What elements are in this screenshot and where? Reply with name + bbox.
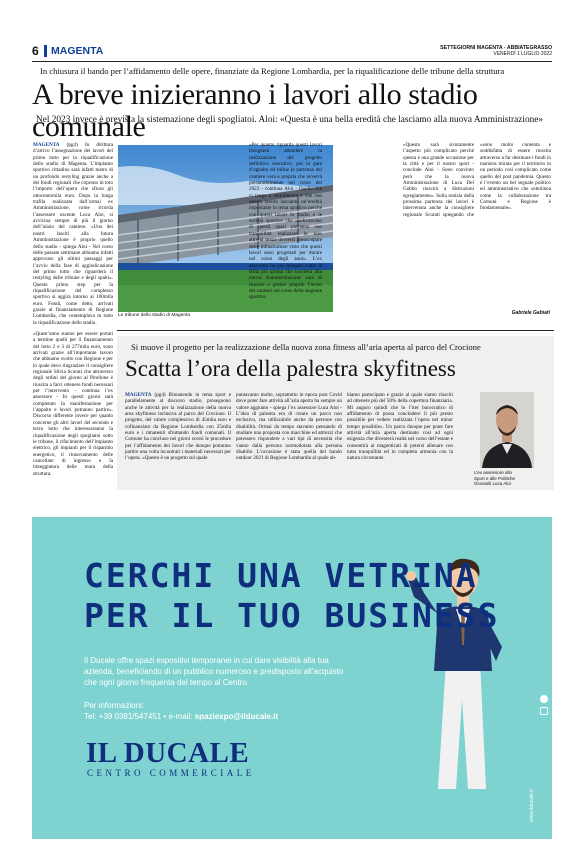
article2-column-1: MAGENTA (pg4) Rimanendo in tema sport e parallelamente al discorso stadio, proseguono anche le attività per la realizzazione della nuova area skyfitness inclusiva al parco del Crocione. Il progetto, del valore complessivo di 45mila euro e cofinanziato da Regione Lombardia con 25mila euro e i rimanenti sfruttando fondi comunali. Il Comune ha concluso nei giorni scorsi le procedure per l’affidamento dei lavori che dunque potranno partire una volta incontrati i materiali necessari per l’opera. «Questo è un progetto sul quale: [125, 392, 231, 462]
article-subtitle: Nel 2023 invece è prevista la sistemazione degli spogliatoi. Aloi: «Questa è una bella eredità che lasciamo alla nuova Amministrazione»: [36, 115, 544, 125]
brand-subtitle: CENTRO COMMERCIALE: [87, 768, 255, 778]
article-dateline: MAGENTA: [33, 142, 60, 148]
ad-headline-line-2: PER IL TUO BUSINESS: [84, 596, 500, 635]
article-separator: [117, 330, 554, 331]
article-column-2: «Quest’anno stanno per essere portati a termine quelli per il finanziamento del lotto 2 e 3 di 277mila euro, sono arrivati grazie all’importante lavoro che abbiamo svolto con Regione e per lo quale devo ringraziare il consigliere regionale Silvia Scurati che attraverso degli ordini del giorno al Pirellone è riuscita a farci ottenere fondi necessari per l’intervento - continua l’ex assessore - In questi giorni sarà completato la manifestazione per l’appalto e lavori potranno partire». Discorso differente invece per quanto concerne gli altri lavori del secondo e terzo lotto che interesseranno la riqualificazione degli spogliatoi sotto le tribune, il rifacimento dell’impianto elettrico, gli impianti per il risparmio energetico, il rinnovamento delle cancellate di ingresso e la tinteggiatura delle mura della struttura.: [33, 331, 113, 477]
portrait-caption: L’ex assessore allo Sport e alle Politiche Giovanili Luca Aloi: [474, 470, 516, 486]
article2-dateline: MAGENTA: [125, 392, 152, 398]
article2-kicker: Si muove il progetto per la realizzazione della nuova zona fitness all’aria aperta al parco del Crocione: [131, 342, 481, 352]
ad-body-line-1: Il Ducale offre spazi espositivi temporanei in cui dare visibilità alla tua: [84, 656, 329, 665]
ad-email-label: e-mail:: [168, 712, 193, 721]
facebook-icon[interactable]: [540, 695, 548, 703]
ad-info-label: Per informazioni:: [84, 701, 145, 710]
brand-logo: IL DUCALE: [86, 737, 250, 769]
article2-column-2: puntavamo molto, soprattutto in epoca post Covid dove poter fare attività all’aria aperta ha sempre un valore aggiunto - spiega l’ex assessore Luca Aloi - L’idea di palestra era di creare un parco non esclusivo, ma utilizzabile anche da persone con disabilità. Ormai da tempo stavamo pensando di studiare una proposta con macchine ed attrezzi che potessero rispondere a vari tipi di necessità che vanno dalla persona normodotata alla persona disabile. L’occasione è stata quella del bando outdoor 2021 di Regione Lombardia al quale ab-: [236, 392, 342, 462]
ad-headline-line-1: CERCHI UNA VETRINA: [84, 556, 478, 595]
article-column-1: MAGENTA (pg4) In dirittura d’arrivo l’assegnazione dei lavori del primo lotto per la riqualificazione dello stadio di Magenta. L’impianto sportivo cittadino sarà infatti teatro di un profondo restyling grazie anche a dei fondi regionali che coprono in toto l’importo dell’opera che sfiora gli ottocentomila euro. Dopo la lunga trafila realizzata dall’ormai ex Amministrazione, come ricorda l’assessore uscente Luca Aloi, si avvicina sempre di più il giorno dell’inizio del cantiere. «Uno dei nostri lasciti alla futura Amministrazione è proprio quello dello stadio - spiega Aloi - Nel corso delle passate settimane abbiamo infatti approvato gli ultimi passaggi per l’avvio della fase di aggiudicazione del primo lotto che riguarderà il restyling delle tribune e degli spalti». Questo primo step per la riqualificazione del complesso sportivo si aggira intorno ai 100mila euro. Fondi, come detto, arrivati grazie al finanziamento di Regione Lombardia, che contemplava in tutto la riqualificazione dello stadio.: [33, 142, 113, 326]
article-headline: A breve inizieranno i lavori allo stadio comunale: [32, 78, 478, 143]
masthead-rule: [32, 61, 552, 62]
article-column-4: «Questo sarà sicuramente l’aspetto più complicato perché questa è una grande occasione per la città e per il nostro sport - conclude Aloi - Sono convinto però che la nuova Amministrazione di Luca Del Gobbo riuscirà a distruzioni egregiamente». Sulla notizia della prossima partenza dei lavori è intervenuta anche la consigliere regionale Scurati spiegando che «sono molto contenta e soddisfatta di essere riuscita attraverso a far destinare i fondi in maniera mirata per il territorio in un periodo così complicato come quello del post pandemia. Questo è l’evento un bel segnale politico ed amministrativo che sottolinea come la collaborazione tra Comuni e Regione è fondamentale».: [403, 142, 551, 218]
section-name: MAGENTA: [44, 45, 110, 57]
ad-contacts: Per informazioni: Tel: +39 0381/547451 • e-mail: spaziexpo@ilducale.it: [84, 700, 384, 722]
ad-phone: Tel: +39 0381/547451: [84, 712, 162, 721]
publication-date: VENERDÌ 1 LUGLIO 2022: [493, 51, 552, 57]
page-number: 6: [32, 44, 39, 58]
ad-body: [84, 655, 414, 688]
article2-column-3: biamo partecipato e grazie al quale siamo riusciti ad ottenere più del 50% della copertura finanziaria. Mi auguro quindi che lo l’iter burocratico di affidamento di possa concludere il più presto possibile per vedere realizzata l’opera nel minor tempo possibile». Un parco dunque per poter fare attività all’aria aperta destinato così ad ogni esigenza che diventerà realtà nel corso dell’estate e consentirà ai magenticati di potersi allenare con tutta tranquillità ed in completa armonia con la natura circostante.: [347, 392, 453, 462]
publication-header: [440, 45, 552, 57]
portrait-photo: [480, 392, 534, 468]
article-kicker: In chiusura il bando per l’affidamento delle opere, finanziate da Regione Lombardia, per la riqualificazione delle tribune della struttura: [40, 66, 505, 76]
publication-name: SETTEGIORNI MAGENTA - ABBIATEGRASSO: [440, 45, 552, 51]
article-byline: Gabriele Gabiati: [511, 310, 550, 316]
article2-headline: Scatta l’ora della palestra skyfitness: [125, 356, 456, 381]
advertisement: [32, 517, 552, 839]
photo-caption: Le tribune dello stadio di Magenta: [118, 313, 191, 318]
ad-email-link[interactable]: spaziexpo@ilducale.it: [194, 712, 279, 721]
masthead: [32, 44, 552, 58]
instagram-icon[interactable]: [540, 707, 548, 715]
ad-body-line-2: azienda, beneficiando di un pubblico numeroso e predisposto all’acquisto: [84, 667, 344, 676]
ad-body-line-3: che ogni giorno frequenta del tempo al Centro.: [84, 678, 249, 687]
article-column-3: «Per quanto riguarda questi lavori bisognerà attendere la realizzazione del progetto definitivo esecutivo, poi la gara d’appalto ed infine la partenza del cantiere vera e propria che avverrà presumibilmente nel corso del 2023 - continua Aloi - Quello che ci tengo a sottolineare è che con questo lavoro lasciamo un’eredità importante in tema sportivo perché con questi lavori lo stadio e le società sportive che usufruiscono di questi spazi potranno con tranquillità realizzare le loro attività senza dovrersi preoccupare delle infrastrutture visto che questi lavori sono progettati per durare nel corso degli anni». L’ex assessore ha poi spiegato come la sfida più grossa che toccherà alla nuova Amministrazione sarà di riuscire a gestire proprio l’avvio dei cantieri nel corso della stagione sportiva.: [249, 142, 322, 301]
ad-website[interactable]: www.ilducale.it: [529, 789, 535, 822]
